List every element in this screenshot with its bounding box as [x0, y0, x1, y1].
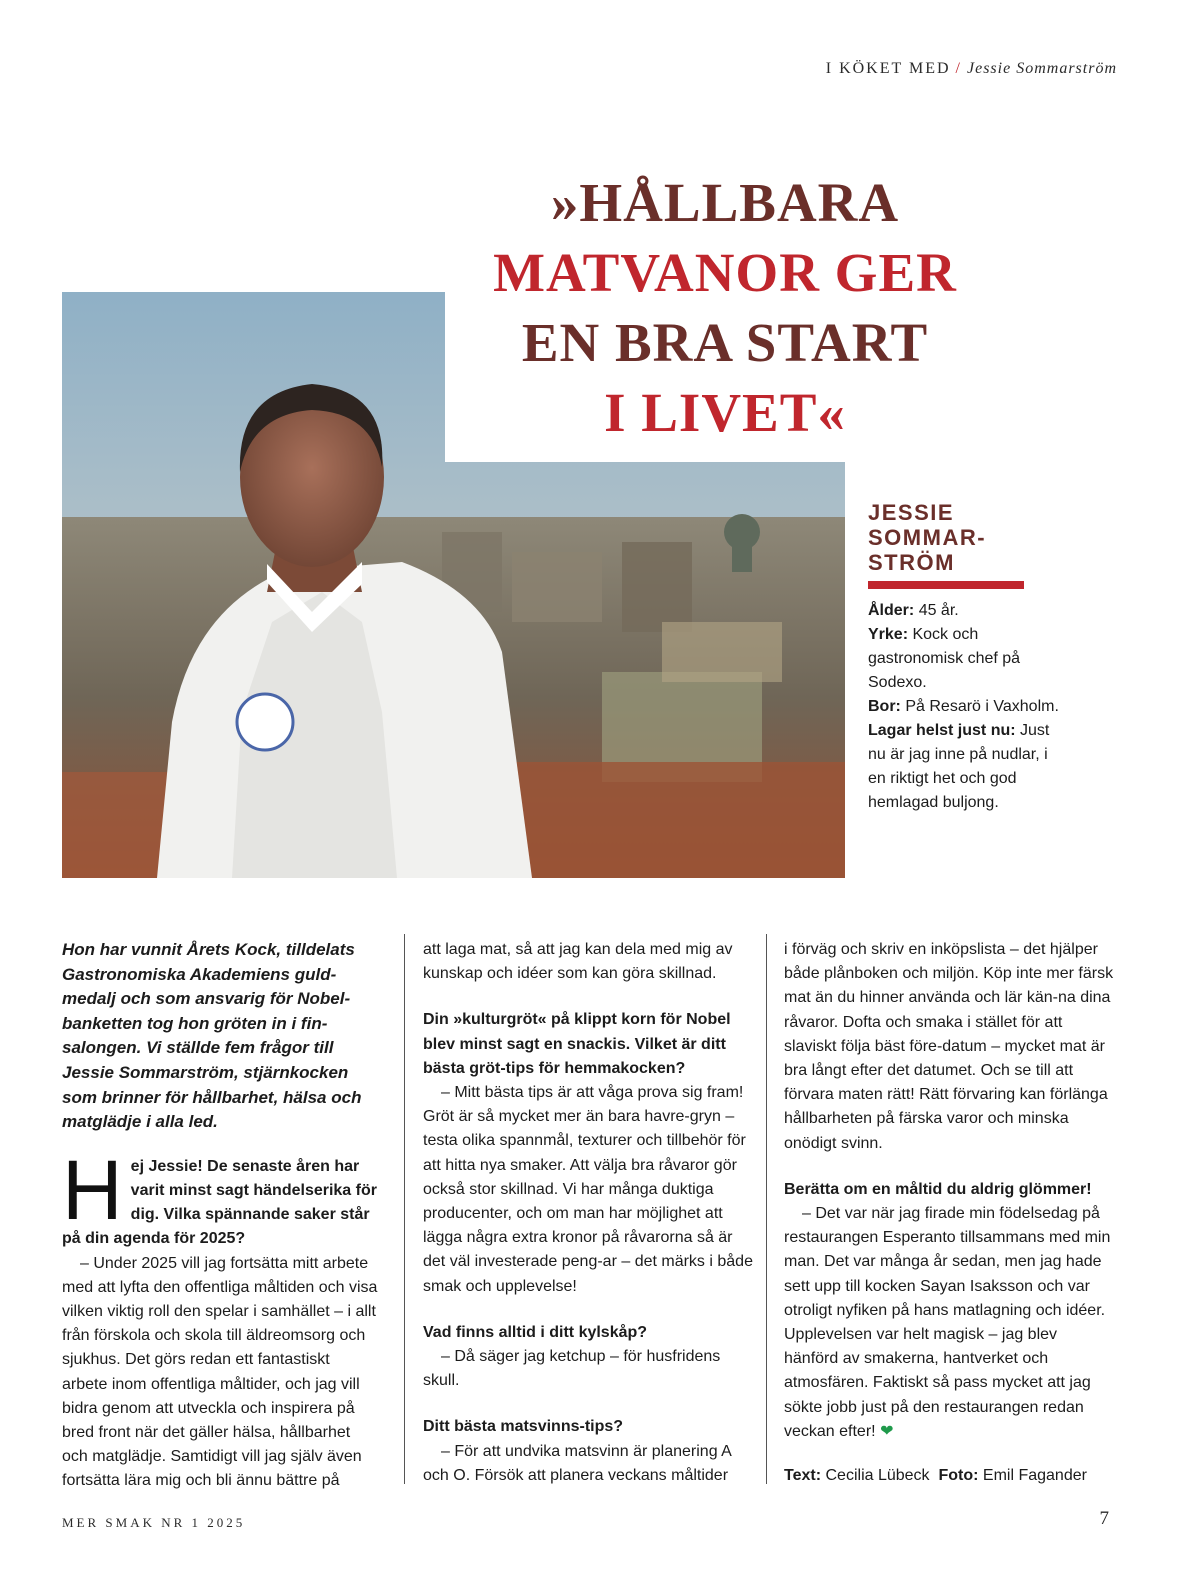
age-label: Ålder:: [868, 602, 915, 619]
magazine-footer: MER SMAK NR 1 2025: [62, 1515, 246, 1530]
article-column-3: [784, 938, 1114, 1488]
article-column-1: [62, 938, 378, 1494]
answer-5: [784, 1202, 1114, 1444]
answer-4: – För att undvika matsvinn är planering A och O. Försök att planera veckans måltider: [423, 1442, 731, 1484]
answer-4-continued: i förväg och skriv en inköpslista – det hjälper både plånboken och miljön. Köp inte mer färsk mat än du hinner använda och lär kän-na dina råvaror. Dofta och smaka i stället för att slaviskt följa bäst före-datum – mycket mat är bra långt efter det datumet. Och se till att förvara maten rätt! Rätt förvaring kan förlänga hållbarheten på färska varor och minska onödigt svinn.: [784, 941, 1114, 1152]
heart-icon: ❤: [880, 1422, 894, 1440]
article-column-2: [423, 938, 753, 1488]
cooking-value: Just nu är jag inne på nudlar, i en riktigt het och god hemlagad buljong.: [868, 722, 1050, 811]
question-3: Vad finns alltid i ditt kylskåp?: [423, 1323, 648, 1341]
question-1: ej Jessie! De senaste åren har varit minst sagt händelserika för dig. Vilka spännande saker står på din agenda för 2025?: [62, 1157, 377, 1248]
headline-line-1: »HÅLLBARA: [550, 172, 900, 233]
profile-box: [868, 500, 1068, 815]
answer-5-text: – Det var när jag firade min födelsedag på restaurangen Esperanto tillsammans med min man. Det var många år sedan, men jag hade sett upp till kocken Sayan Isaksson och var otroligt nyfiken på hans matlagning och idéer. Upplevelsen var helt magisk – jag blev hänförd av smakerna, hantverket och atmosfären. Faktiskt så pass mycket att jag sökte jobb just på den restaurangen redan veckan efter!: [784, 1205, 1111, 1440]
home-value: På Resarö i Vaxholm.: [905, 698, 1059, 715]
answer-1: – Under 2025 vill jag fortsätta mitt arbete med att lyfta den offentliga måltiden och visa vilken viktig roll den spelar i samhället – i allt från förskola och skola till äldreomsorg och sjukhus. Det görs redan ett fantastiskt arbete inom offentliga måltider, och jag vill bidra genom att utveckla och inspirera på bred front när det gäller hälsa, hållbarhet och matglädje. Samtidigt vill jag själv även fortsätta lära mig och bli ännu bättre på: [62, 1254, 378, 1490]
profile-name: [868, 500, 1068, 575]
headline-line-2: MATVANOR GER: [493, 242, 957, 303]
article-lead: Hon har vunnit Årets Kock, tilldelats Gastronomiska Akademiens guld-medalj och som ansvarig för Nobel-banketten tog hon gröten in i fin-salongen. Vi ställde fem frågor till Jessie Sommarström, stjärnkocken som brinner för hållbarhet, hälsa och matglädje i alla led.: [62, 940, 362, 1132]
credits: [784, 1464, 1114, 1488]
profile-name-text: JESSIE SOMMAR- STRÖM: [868, 500, 987, 575]
column-divider-1: [404, 934, 405, 1484]
headline-line-3: EN BRA START: [521, 312, 929, 373]
age-value: 45 år.: [918, 602, 959, 619]
column-divider-2: [766, 934, 767, 1484]
section-kicker: [826, 60, 1117, 78]
question-5: Berätta om en måltid du aldrig glömmer!: [784, 1180, 1092, 1198]
question-4: Ditt bästa matsvinns-tips?: [423, 1418, 624, 1436]
kicker-person: Jessie Sommarström: [967, 60, 1117, 77]
section-label: I KÖKET MED: [825, 60, 951, 77]
question-2: Din »kulturgröt« på klippt korn för Nobel blev minst sagt en snackis. Vilket är ditt bästa gröt-tips för hemmakocken?: [423, 1011, 731, 1077]
answer-1-continued: att laga mat, så att jag kan dela med mig av kunskap och idéer som kan göra skillnad.: [423, 941, 733, 983]
photo-credit: Emil Fagander: [982, 1467, 1087, 1485]
headline-line-4: I LIVET«: [604, 382, 846, 443]
text-credit-label: Text:: [784, 1467, 822, 1485]
page-number: 7: [1099, 1508, 1109, 1529]
drop-cap: H: [62, 1142, 123, 1237]
profile-facts: [868, 599, 1068, 815]
text-credit: Cecilia Lübeck: [825, 1467, 930, 1485]
headline: [445, 168, 1005, 448]
home-label: Bor:: [868, 698, 901, 715]
kicker-separator: /: [955, 60, 962, 77]
job-value: Kock och gastronomisk chef på Sodexo.: [868, 626, 1021, 691]
cooking-label: Lagar helst just nu:: [868, 722, 1016, 739]
job-label: Yrke:: [868, 626, 909, 643]
photo-credit-label: Foto:: [938, 1467, 979, 1485]
answer-3: – Då säger jag ketchup – för husfridens skull.: [423, 1348, 721, 1390]
answer-2: – Mitt bästa tips är att våga prova sig fram! Gröt är så mycket mer än bara havre-gryn – testa olika spannmål, texturer och tillbehör för att hitta nya smaker. Att välja bra råvaror gör också stor skillnad. Vi har många duktiga producenter, och om man har möjlighet att lägga några extra kronor på råvarorna så är det väl investerade peng-ar – det märks i både smak och upplevelse!: [423, 1084, 753, 1295]
profile-divider: [868, 581, 1024, 589]
